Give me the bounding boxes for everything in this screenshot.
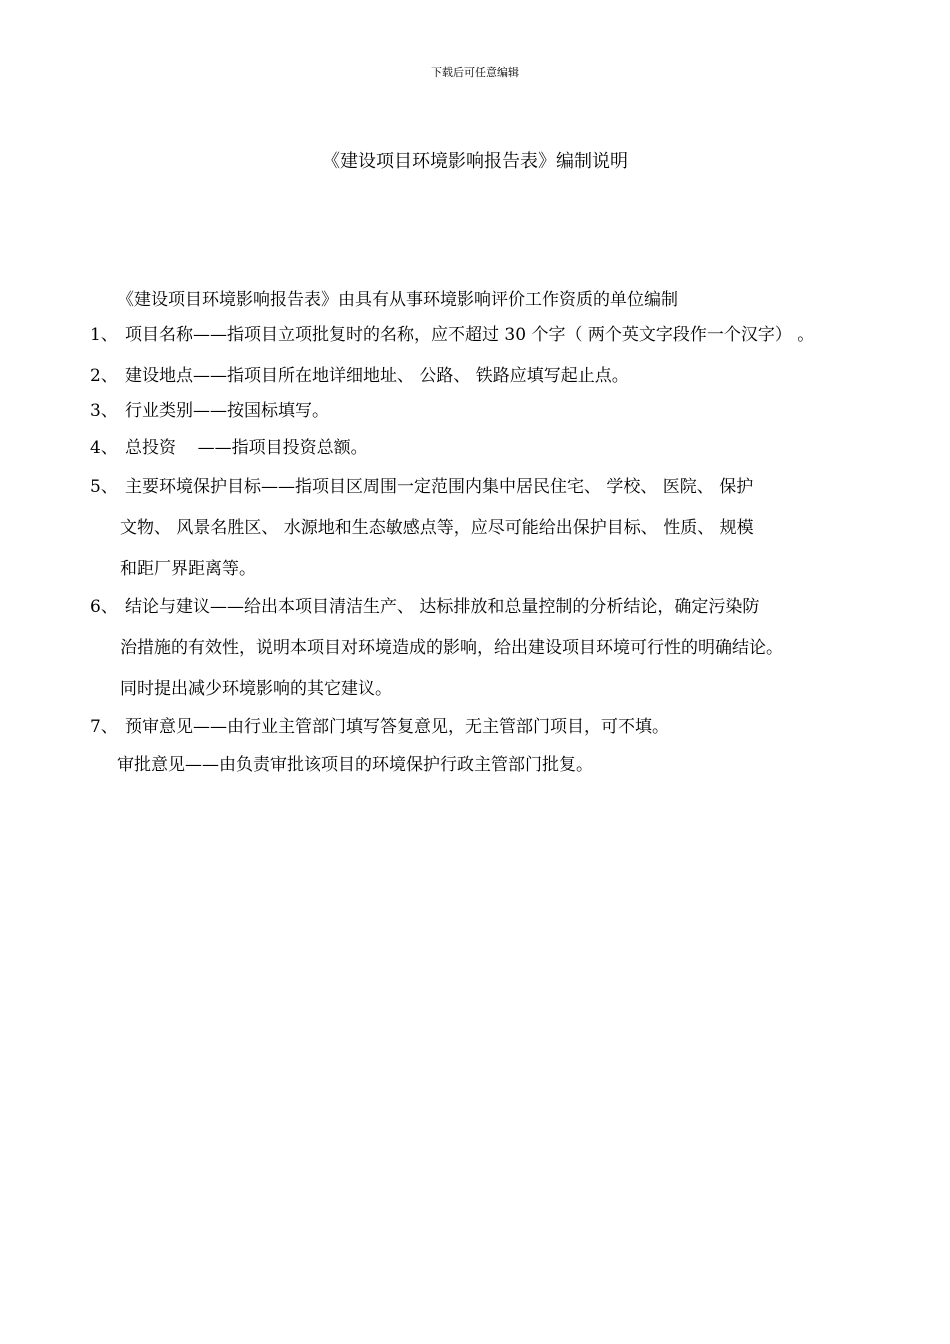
list-item-line — [90, 517, 890, 558]
list-item-4 — [90, 437, 890, 478]
header-note: 下载后可任意编辑 — [431, 66, 519, 79]
list-item-text: 项目名称——指项目立项批复时的名称，应不超过 30 个字（ 两个英文字段作一个汉字） 。 — [125, 325, 815, 345]
list-item-number: 6、 — [90, 597, 118, 617]
list-item-number: 7、 — [90, 717, 118, 737]
list-item-text: 预审意见——由行业主管部门填写答复意见，无主管部门项目，可不填。 — [125, 717, 669, 737]
list-item-text: 和距厂界距离等。 — [120, 559, 256, 579]
list-item-line — [90, 437, 890, 478]
list-item-1 — [90, 324, 890, 365]
intro-paragraph: 《建设项目环境影响报告表》由具有从事环境影响评价工作资质的单位编制 — [117, 290, 678, 310]
list-item-line — [90, 558, 890, 599]
list-item-number: 2、 — [90, 366, 118, 386]
list-item-number: 4、 — [90, 438, 118, 458]
list-item-text: 行业类别——按国标填写。 — [125, 401, 329, 421]
list-item-5 — [90, 476, 890, 599]
list-item-text: 建设地点——指项目所在地详细地址、 公路、 铁路应填写起止点。 — [125, 366, 629, 386]
list-item-line — [90, 716, 890, 757]
list-item-number: 3、 — [90, 401, 118, 421]
list-item-6 — [90, 596, 890, 719]
list-item-line — [90, 400, 890, 441]
list-item-line — [90, 678, 890, 719]
list-item-text: 结论与建议——给出本项目清洁生产、 达标排放和总量控制的分析结论，确定污染防 — [125, 597, 760, 617]
list-item-text: 治措施的有效性，说明本项目对环境造成的影响，给出建设项目环境可行性的明确结论。 — [120, 638, 783, 658]
list-item-3 — [90, 400, 890, 441]
list-item-text: 同时提出减少环境影响的其它建议。 — [120, 679, 392, 699]
list-item-line — [90, 637, 890, 678]
list-item-text: 文物、 风景名胜区、 水源地和生态敏感点等，应尽可能给出保护目标、 性质、 规模 — [120, 518, 754, 538]
list-item-number: 1、 — [90, 325, 118, 345]
list-item-line — [90, 476, 890, 517]
document-title: 《建设项目环境影响报告表》编制说明 — [322, 151, 628, 172]
list-item-number: 5、 — [90, 477, 118, 497]
list-item-text: 总投资 ——指项目投资总额。 — [125, 438, 368, 458]
list-item-text: 主要环境保护目标——指项目区周围一定范围内集中居民住宅、 学校、 医院、 保护 — [125, 477, 754, 497]
approval-note: 审批意见——由负责审批该项目的环境保护行政主管部门批复。 — [117, 755, 593, 775]
list-item-line — [90, 596, 890, 637]
list-item-7 — [90, 716, 890, 757]
list-item-line — [90, 324, 890, 365]
